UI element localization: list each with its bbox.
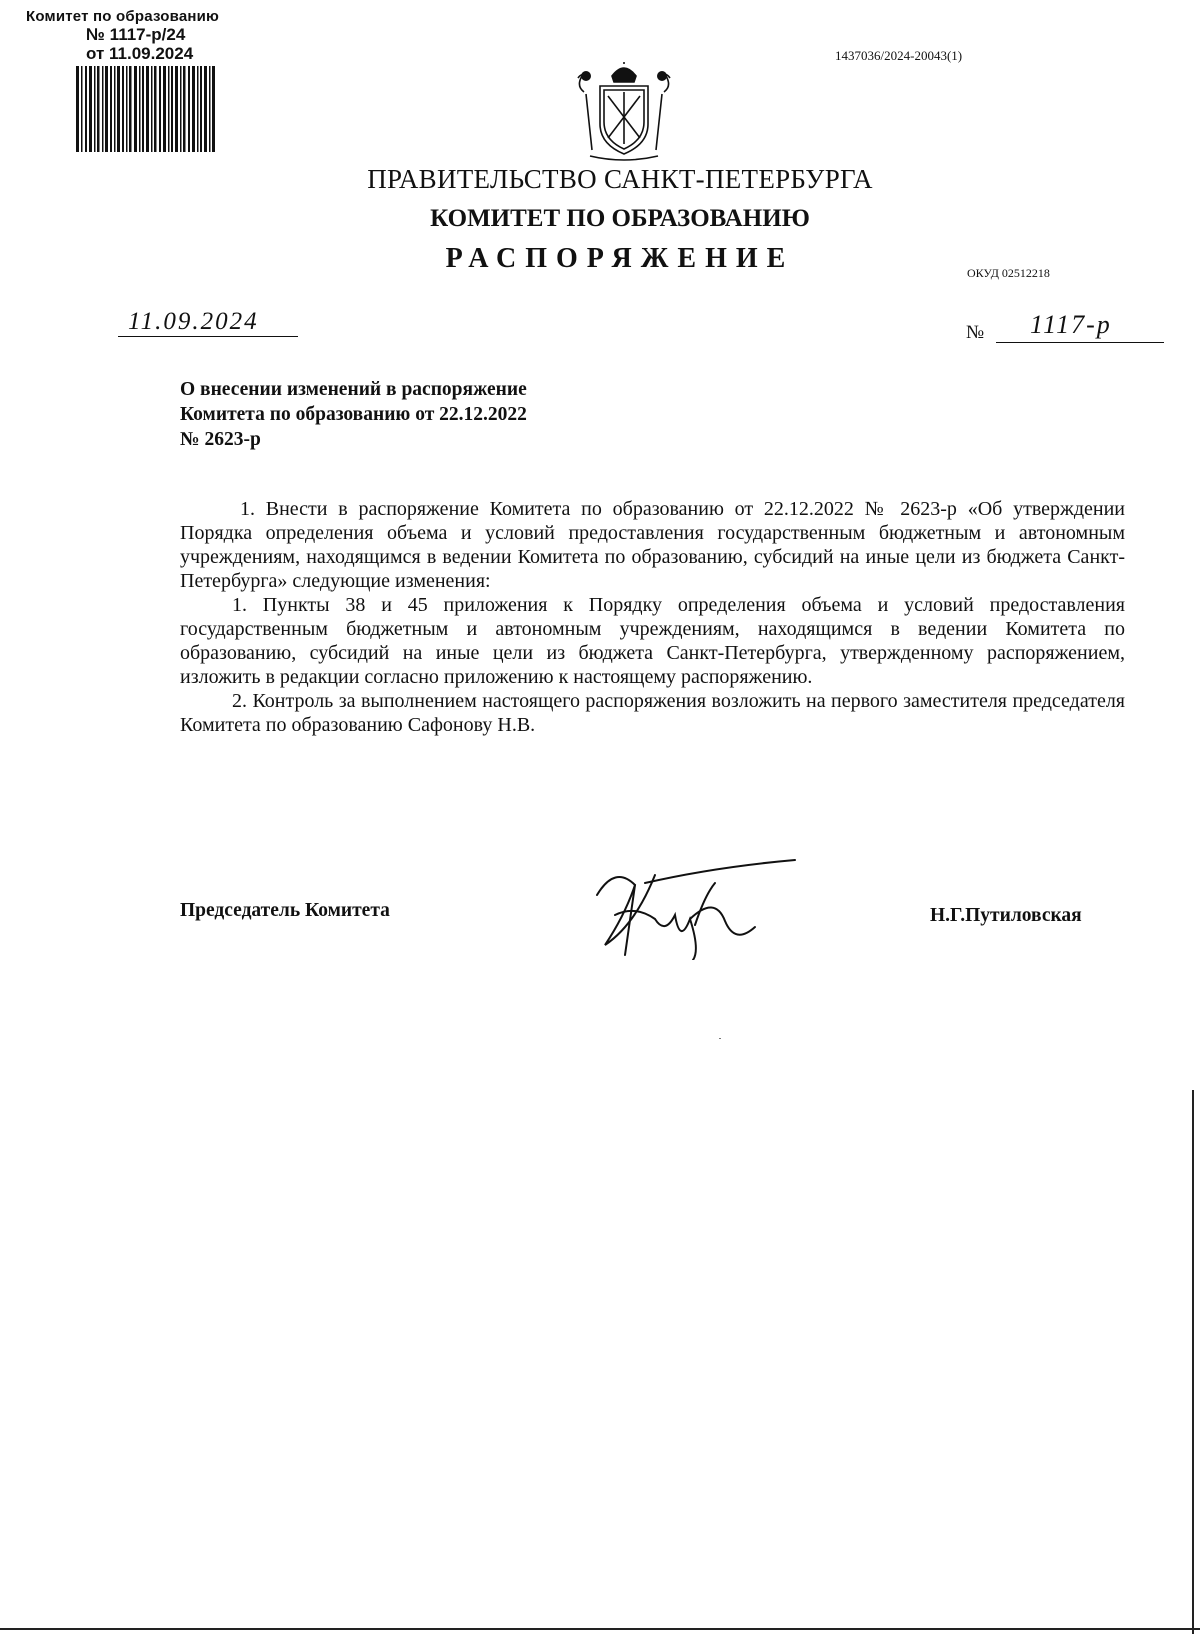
okud-code: ОКУД 02512218	[967, 266, 1050, 280]
body-paragraph: 2. Контроль за выполнением настоящего распоряжения возложить на первого заместителя председателя Комитета по образованию Сафонову Н.В.	[180, 690, 1125, 736]
document-subject	[180, 377, 680, 452]
signatory-name: Н.Г.Путиловская	[930, 905, 1082, 926]
stamp-organization: Комитет по образованию	[26, 8, 220, 25]
document-body	[180, 497, 1125, 737]
subject-line: Комитета по образованию от 22.12.2022	[180, 404, 527, 425]
document-date: 11.09.2024	[118, 308, 298, 337]
registration-number: 1437036/2024-20043(1)	[835, 48, 963, 63]
document-number: 1117-р	[1030, 310, 1112, 339]
registration-stamp	[26, 8, 219, 63]
subject-line: № 2623-р	[180, 429, 261, 450]
stamp-date: от 11.09.2024	[86, 44, 194, 63]
number-label: №	[966, 322, 985, 343]
document-type: РАСПОРЯЖЕНИЕ	[445, 243, 795, 274]
body-paragraph: 1. Пункты 38 и 45 приложения к Порядку определения объема и условий предоставления государственным бюджетным и автономным учреждениям, находящимся в ведении Комитета по образованию, субсидий на иные цели из бюджета Санкт-Петербурга, утвержденному распоряжением, изложить в редакции согласно приложению к настоящему распоряжению.	[180, 594, 1125, 688]
subject-line: О внесении изменений в распоряжение	[180, 379, 527, 400]
coat-of-arms-icon	[568, 62, 680, 162]
scan-edge-right	[1192, 1090, 1194, 1634]
government-title: ПРАВИТЕЛЬСТВО САНКТ-ПЕТЕРБУРГА	[367, 164, 873, 194]
scan-edge-bottom	[0, 1628, 1200, 1630]
stamp-number: № 1117-р/24	[86, 25, 186, 44]
body-paragraph: 1. Внести в распоряжение Комитета по образованию от 22.12.2022 № 2623-р «Об утверждении Порядка определения объема и условий предоставления государственным бюджетным и автономным учреждениям, находящимся в ведении Комитета по образованию, субсидий на иные цели из бюджета Санкт-Петербурга» следующие изменения:	[180, 498, 1125, 592]
committee-title: КОМИТЕТ ПО ОБРАЗОВАНИЮ	[430, 205, 810, 232]
signatory-title: Председатель Комитета	[180, 900, 390, 921]
number-underline	[996, 342, 1164, 343]
scan-speck	[719, 1038, 721, 1039]
handwritten-signature	[595, 855, 805, 960]
barcode	[76, 66, 216, 152]
